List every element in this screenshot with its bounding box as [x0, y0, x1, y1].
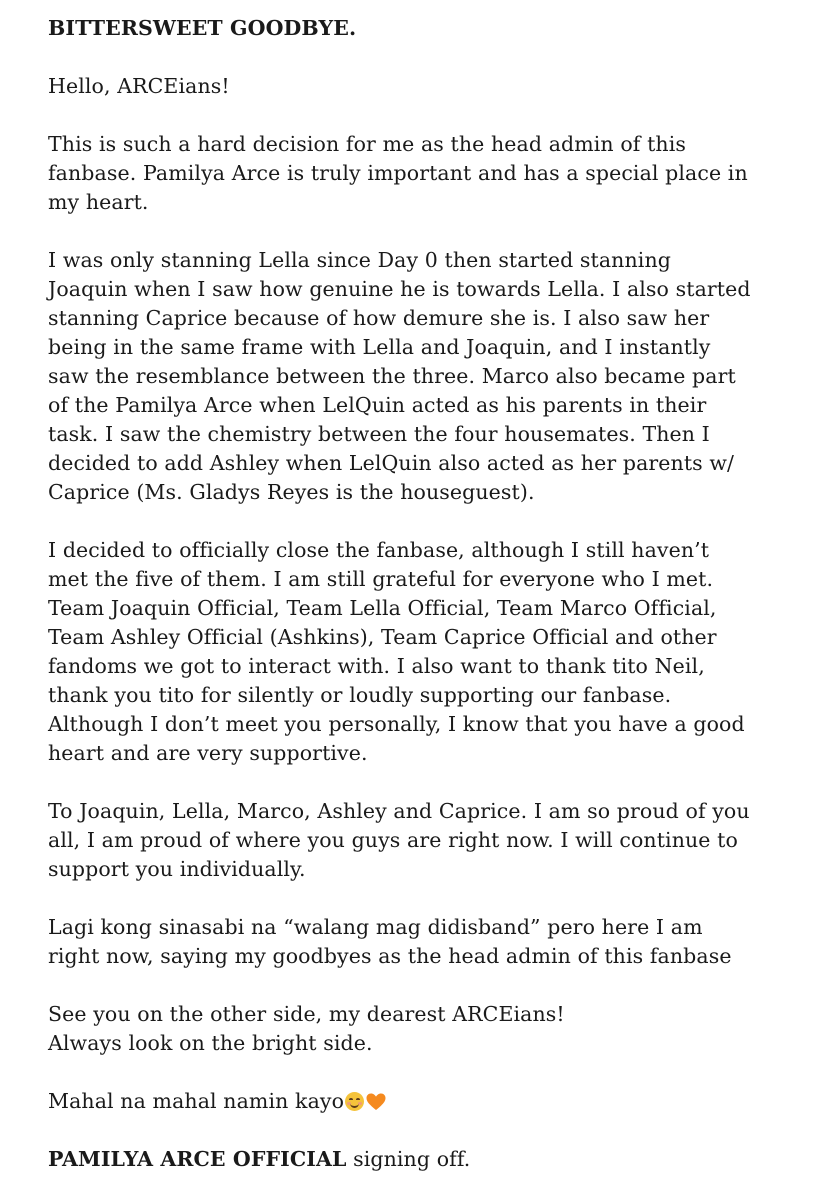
orange-heart-icon [366, 1093, 386, 1111]
paragraph-line: This is such a hard decision for me as the head admin of this [48, 132, 687, 156]
paragraph-line: Although I don’t meet you personally, I know that you have a good [48, 712, 745, 736]
paragraph-line: Always look on the bright side. [48, 1031, 373, 1055]
greeting: Hello, ARCEians! [48, 74, 230, 98]
paragraph-line: heart and are very supportive. [48, 741, 368, 765]
document-title: BITTERSWEET GOODBYE. [48, 16, 357, 40]
body-paragraphs [48, 130, 828, 1058]
paragraph-line: Team Ashley Official (Ashkins), Team Caprice Official and other [48, 625, 717, 649]
paragraph-history [48, 246, 828, 507]
signoff-text: signing off. [346, 1147, 471, 1171]
paragraph-message [48, 797, 828, 884]
paragraph-line: task. I saw the chemistry between the four housemates. Then I [48, 422, 710, 446]
paragraph-line: stanning Caprice because of how demure she is. I also saw her [48, 306, 710, 330]
paragraph-line: met the five of them. I am still grateful for everyone who I met. [48, 567, 714, 591]
paragraph-line: thank you tito for silently or loudly supporting our fanbase. [48, 683, 672, 707]
paragraph-disband [48, 913, 828, 971]
paragraph-line: I was only stanning Lella since Day 0 then started stanning [48, 248, 671, 272]
paragraph-intro [48, 130, 828, 217]
closing-text: Mahal na mahal namin kayo [48, 1089, 345, 1113]
paragraph-line: all, I am proud of where you guys are right now. I will continue to [48, 828, 738, 852]
signoff [48, 1145, 828, 1174]
document [48, 14, 828, 1174]
paragraph-line: decided to add Ashley when LelQuin also acted as her parents w/ [48, 451, 735, 475]
signoff-name: PAMILYA ARCE OFFICIAL [48, 1147, 347, 1171]
paragraph-line: of the Pamilya Arce when LelQuin acted as his parents in their [48, 393, 707, 417]
paragraph-line: support you individually. [48, 857, 306, 881]
paragraph-line: fandoms we got to interact with. I also want to thank tito Neil, [48, 654, 705, 678]
paragraph-line: To Joaquin, Lella, Marco, Ashley and Caprice. I am so proud of you [48, 799, 750, 823]
smiling-face-icon [345, 1092, 364, 1111]
paragraph-line: I decided to officially close the fanbase, although I still haven’t [48, 538, 710, 562]
paragraph-farewell [48, 1000, 828, 1058]
paragraph-line: saw the resemblance between the three. Marco also became part [48, 364, 736, 388]
paragraph-line: Joaquin when I saw how genuine he is towards Lella. I also started [48, 277, 751, 301]
closing-line [48, 1087, 828, 1116]
paragraph-line: right now, saying my goodbyes as the head admin of this fanbase [48, 944, 732, 968]
paragraph-thanks [48, 536, 828, 768]
paragraph-line: being in the same frame with Lella and Joaquin, and I instantly [48, 335, 711, 359]
paragraph-line: See you on the other side, my dearest ARCEians! [48, 1002, 565, 1026]
paragraph-line: my heart. [48, 190, 149, 214]
paragraph-line: Lagi kong sinasabi na “walang mag didisband” pero here I am [48, 915, 703, 939]
paragraph-line: Team Joaquin Official, Team Lella Official, Team Marco Official, [48, 596, 717, 620]
paragraph-line: fanbase. Pamilya Arce is truly important and has a special place in [48, 161, 748, 185]
paragraph-line: Caprice (Ms. Gladys Reyes is the houseguest). [48, 480, 535, 504]
